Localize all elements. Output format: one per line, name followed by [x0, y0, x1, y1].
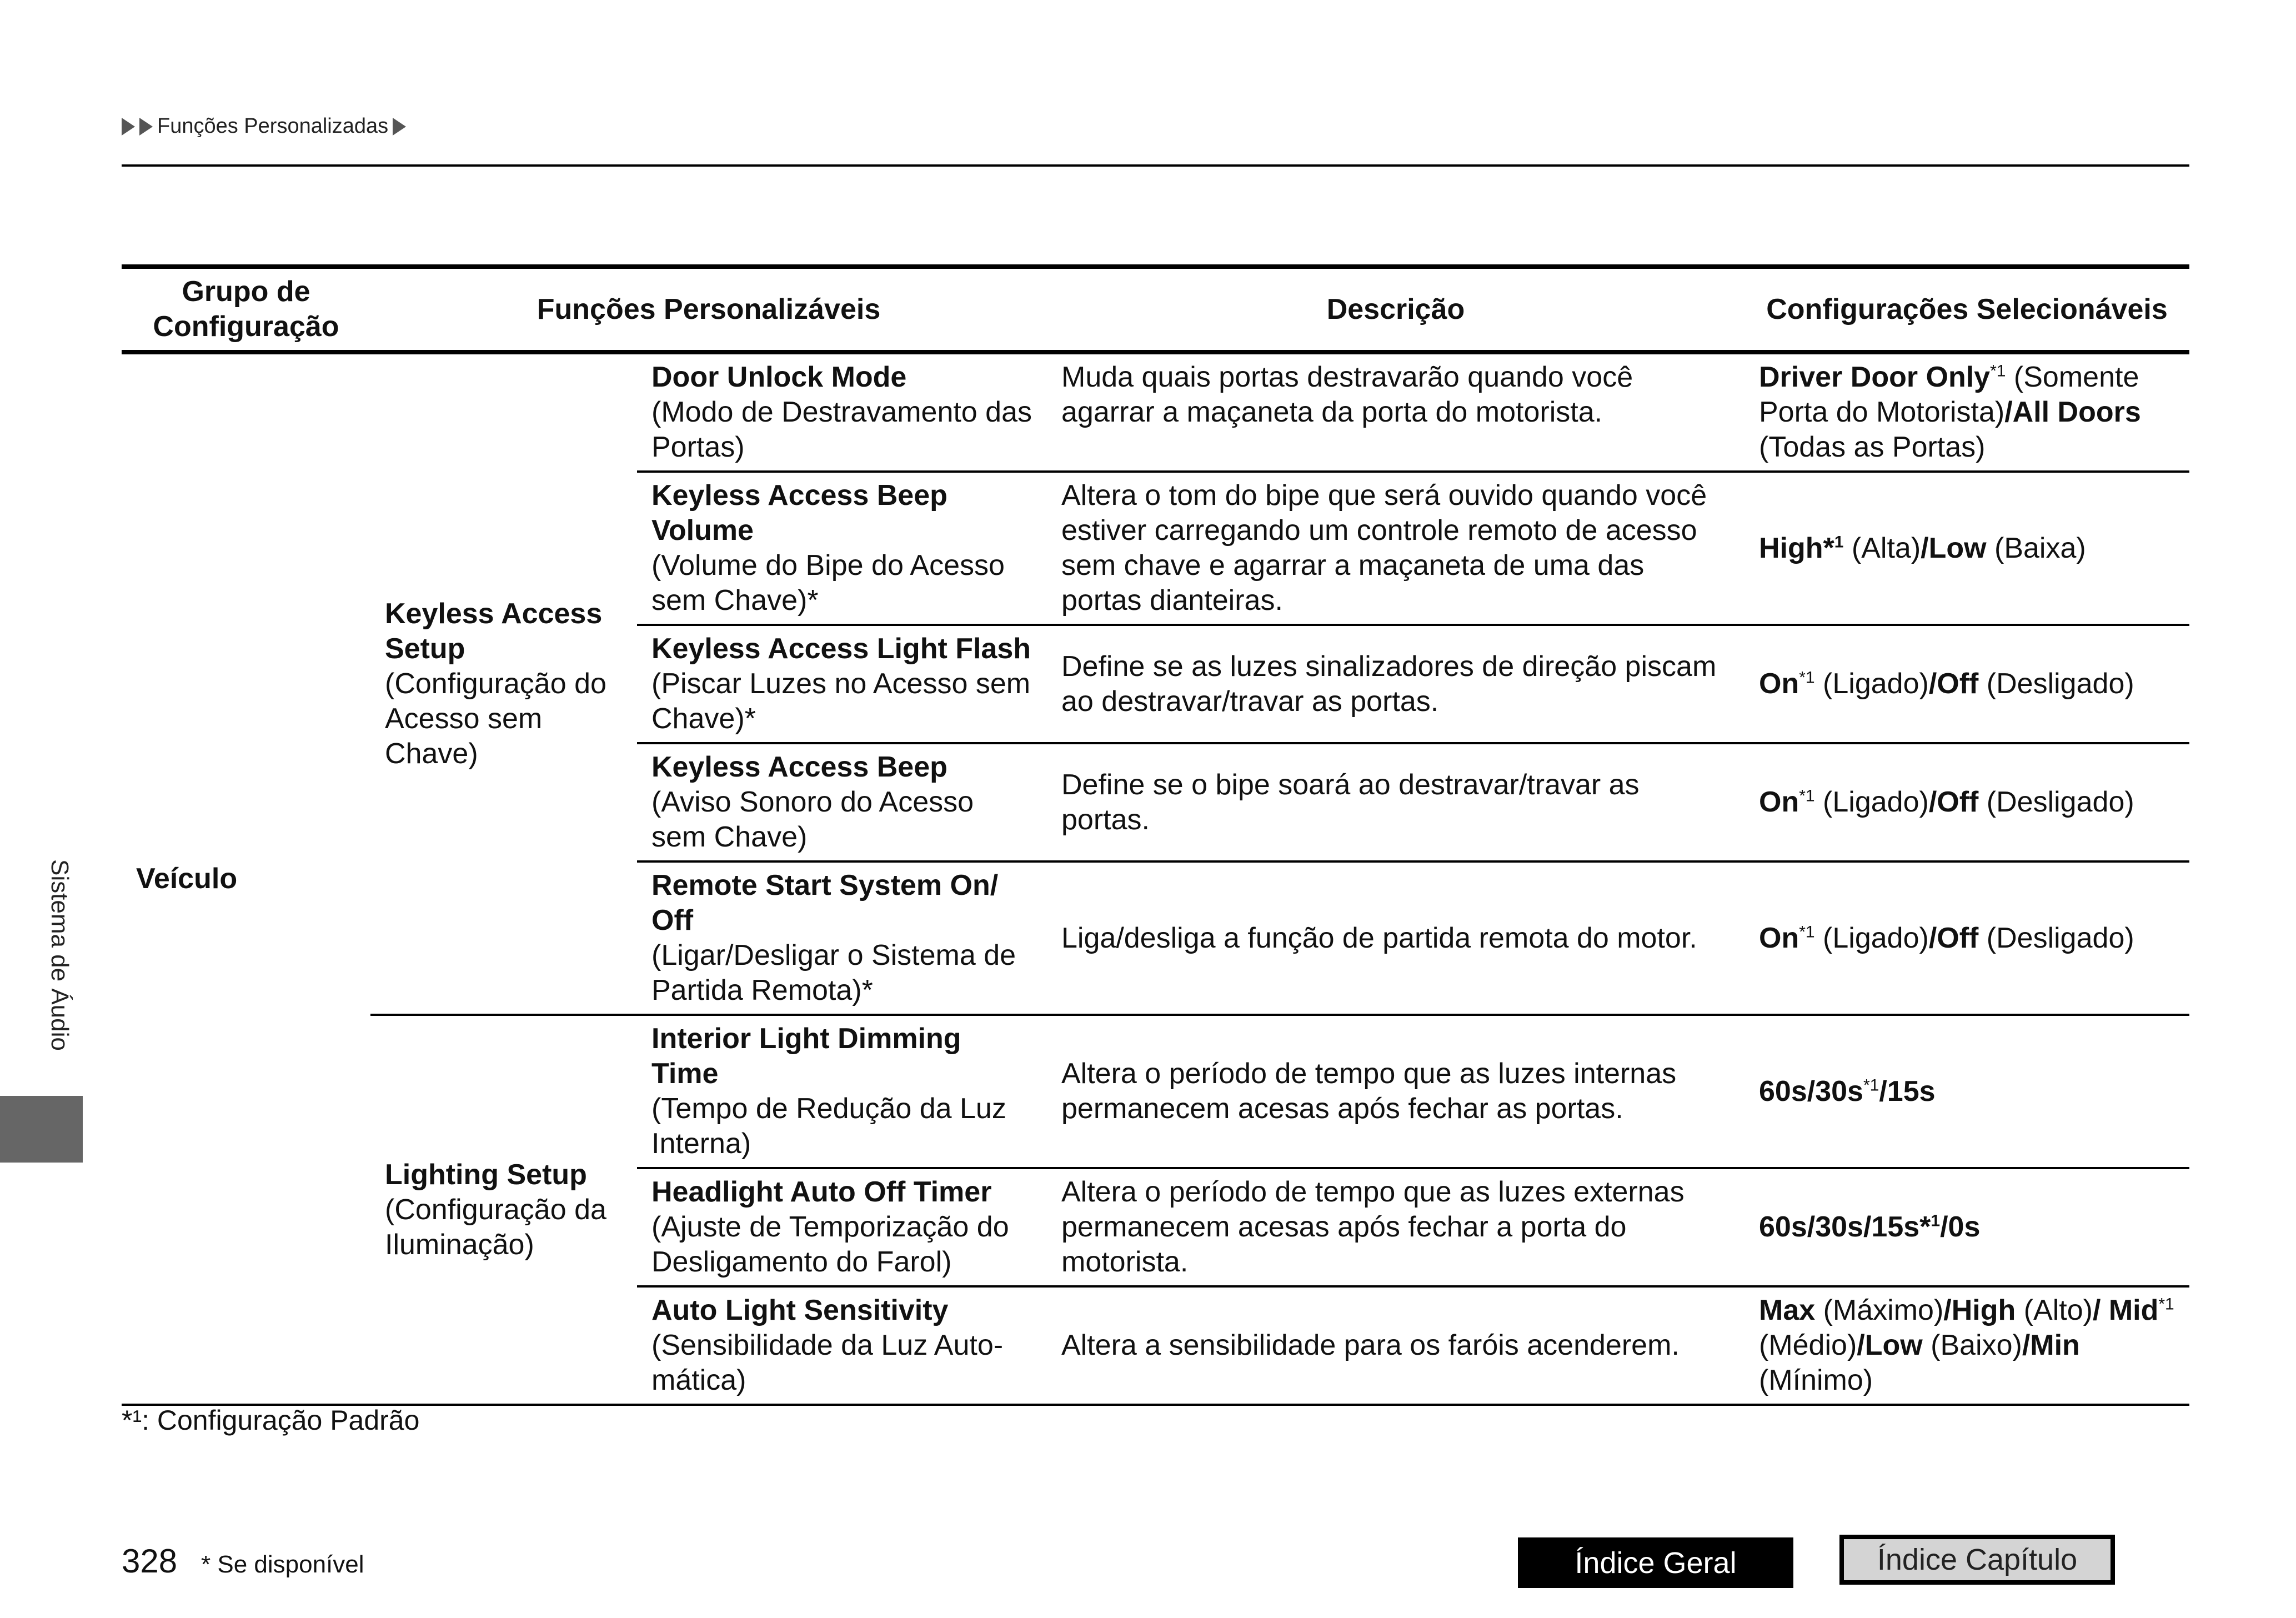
- header-rule: [122, 164, 2189, 167]
- config-option-text: (Desligado): [1978, 921, 2134, 954]
- config-option-text: (Alta): [1843, 532, 1921, 564]
- config-cell: [1744, 861, 2189, 1015]
- config-cell: [1744, 352, 2189, 472]
- subgroup-subtitle: (Configuração do Acesso sem Chave): [385, 668, 606, 770]
- default-marker: *1: [1863, 1076, 1879, 1095]
- default-marker: *1: [1799, 923, 1815, 941]
- header-group: Grupo de Configuração: [122, 267, 370, 352]
- function-cell: [637, 1015, 1047, 1168]
- header-functions: Funções Personalizáveis: [370, 267, 1047, 352]
- config-cell: [1744, 472, 2189, 625]
- config-option-text: Driver Door Only: [1759, 361, 1991, 393]
- description-cell: Altera o período de tempo que as luzes externas permanecem acesas após fechar a porta do motorista.: [1047, 1168, 1744, 1286]
- header-configs: Configurações Selecionáveis: [1744, 267, 2189, 352]
- function-name: Headlight Auto Off Timer: [651, 1176, 992, 1208]
- function-name: Keyless Access Beep Volume: [651, 479, 948, 547]
- config-option-text: (Todas as Portas): [1759, 431, 1986, 463]
- function-name: Keyless Access Light Flash: [651, 633, 1031, 665]
- config-option-text: (Baixa): [1986, 532, 2086, 564]
- function-name: Interior Light Dimming Time: [651, 1023, 961, 1090]
- function-name: Keyless Access Beep: [651, 751, 948, 783]
- subgroup-subtitle: (Configuração da Iluminação): [385, 1193, 606, 1261]
- default-marker: 1: [1931, 1211, 1941, 1230]
- breadcrumb-label: Funções Personalizadas: [157, 114, 389, 138]
- config-option-text: /Off: [1928, 668, 1979, 700]
- subgroup-name: Keyless Access Setup: [385, 598, 603, 665]
- config-cell: [1744, 743, 2189, 861]
- side-tab-marker[interactable]: [0, 1096, 83, 1163]
- page-number: 328: [122, 1542, 178, 1580]
- description-cell: Define se as luzes sinalizadores de direção piscam ao destravar/travar as portas.: [1047, 625, 1744, 743]
- config-option-text: 60s/30s: [1759, 1075, 1863, 1108]
- description-cell: Altera o tom do bipe que será ouvido quando você estiver carregando um controle remoto de acesso sem chave e agarrar a maçaneta de uma das portas dianteiras.: [1047, 472, 1744, 625]
- default-marker: *1: [2158, 1295, 2174, 1314]
- config-option-text: (Médio): [1759, 1329, 1857, 1361]
- config-cell: [1744, 1168, 2189, 1286]
- config-option-text: /High: [1943, 1294, 2016, 1326]
- arrow-icon: [393, 118, 406, 136]
- function-cell: [637, 352, 1047, 472]
- config-option-text: (Mínimo): [1759, 1364, 1873, 1396]
- function-name: Remote Start System On/ Off: [651, 869, 999, 936]
- function-subtitle: (Sensibilidade da Luz Auto-mática): [651, 1329, 1004, 1396]
- function-subtitle: (Ligar/Desligar o Sistema de Partida Remota)*: [651, 939, 1016, 1006]
- config-option-text: /0s: [1940, 1211, 1981, 1243]
- function-subtitle: (Tempo de Redução da Luz Interna): [651, 1093, 1006, 1160]
- config-option-text: (Baixo): [1922, 1329, 2022, 1361]
- group-cell: Veículo: [122, 352, 370, 1405]
- config-option-text: (Ligado): [1814, 786, 1929, 818]
- config-option-text: /Low: [1921, 532, 1987, 564]
- default-marker: *1: [1799, 787, 1815, 805]
- config-option-text: 60s/30s/15s*: [1759, 1211, 1931, 1243]
- chapter-index-button[interactable]: Índice Capítulo: [1839, 1535, 2115, 1585]
- availability-note: * Se disponível: [201, 1551, 364, 1578]
- config-option-text: /Off: [1928, 786, 1979, 818]
- config-cell: [1744, 1015, 2189, 1168]
- function-cell: [637, 861, 1047, 1015]
- table-row: [122, 1015, 2189, 1168]
- function-cell: [637, 1286, 1047, 1405]
- subgroup-cell: [370, 352, 637, 1015]
- description-cell: Altera a sensibilidade para os faróis acenderem.: [1047, 1286, 1744, 1405]
- side-tab-label: Sistema de Áudio: [46, 859, 73, 1051]
- config-option-text: High*: [1759, 532, 1834, 564]
- function-cell: [637, 743, 1047, 861]
- config-option-text: /15s: [1879, 1075, 1936, 1108]
- config-option-text: /Off: [1928, 921, 1979, 954]
- breadcrumb: [122, 114, 406, 138]
- arrow-icon: [139, 118, 153, 136]
- description-cell: Muda quais portas destravarão quando você agarrar a maçaneta da porta do motorista.: [1047, 352, 1744, 472]
- function-subtitle: (Ajuste de Temporização do Desligamento do Farol): [651, 1211, 1009, 1278]
- config-option-text: (Somente Porta do Motorista): [1759, 361, 2139, 428]
- config-option-text: On: [1759, 921, 1799, 954]
- function-cell: [637, 472, 1047, 625]
- config-option-text: (Alto): [2016, 1294, 2093, 1326]
- config-option-text: Max: [1759, 1294, 1816, 1326]
- function-cell: [637, 625, 1047, 743]
- function-name: Door Unlock Mode: [651, 361, 907, 393]
- config-option-text: (Ligado): [1814, 668, 1929, 700]
- function-subtitle: (Aviso Sonoro do Acesso sem Chave): [651, 786, 974, 853]
- config-option-text: /All Doors: [2004, 396, 2141, 428]
- description-cell: Liga/desliga a função de partida remota do motor.: [1047, 861, 1744, 1015]
- config-option-text: / Mid: [2092, 1294, 2159, 1326]
- config-option-text: /Min: [2022, 1329, 2080, 1361]
- description-cell: Altera o período de tempo que as luzes internas permanecem acesas após fechar as portas.: [1047, 1015, 1744, 1168]
- config-option-text: (Máximo): [1815, 1294, 1944, 1326]
- config-option-text: (Ligado): [1814, 921, 1929, 954]
- footnote: *¹: Configuração Padrão: [122, 1405, 420, 1436]
- settings-table: [122, 264, 2189, 1406]
- function-name: Auto Light Sensitivity: [651, 1294, 949, 1326]
- function-subtitle: (Modo de Destravamento das Portas): [651, 396, 1032, 463]
- subgroup-cell: [370, 1015, 637, 1405]
- config-option-text: (Desligado): [1978, 668, 2134, 700]
- function-subtitle: (Piscar Luzes no Acesso sem Chave)*: [651, 668, 1031, 735]
- config-option-text: (Desligado): [1978, 786, 2134, 818]
- config-option-text: On: [1759, 786, 1799, 818]
- description-cell: Define se o bipe soará ao destravar/travar as portas.: [1047, 743, 1744, 861]
- config-option-text: On: [1759, 668, 1799, 700]
- config-cell: [1744, 625, 2189, 743]
- function-cell: [637, 1168, 1047, 1286]
- config-option-text: /Low: [1857, 1329, 1923, 1361]
- subgroup-name: Lighting Setup: [385, 1158, 587, 1191]
- header-description: Descrição: [1047, 267, 1744, 352]
- table-row: [122, 352, 2189, 472]
- arrow-icon: [122, 118, 135, 136]
- config-cell: [1744, 1286, 2189, 1405]
- default-marker: *1: [1990, 362, 2006, 380]
- default-marker: *1: [1799, 668, 1815, 687]
- general-index-button[interactable]: Índice Geral: [1518, 1537, 1793, 1588]
- function-subtitle: (Volume do Bipe do Acesso sem Chave)*: [651, 549, 1005, 617]
- default-marker: 1: [1834, 533, 1844, 552]
- table-header-row: [122, 267, 2189, 352]
